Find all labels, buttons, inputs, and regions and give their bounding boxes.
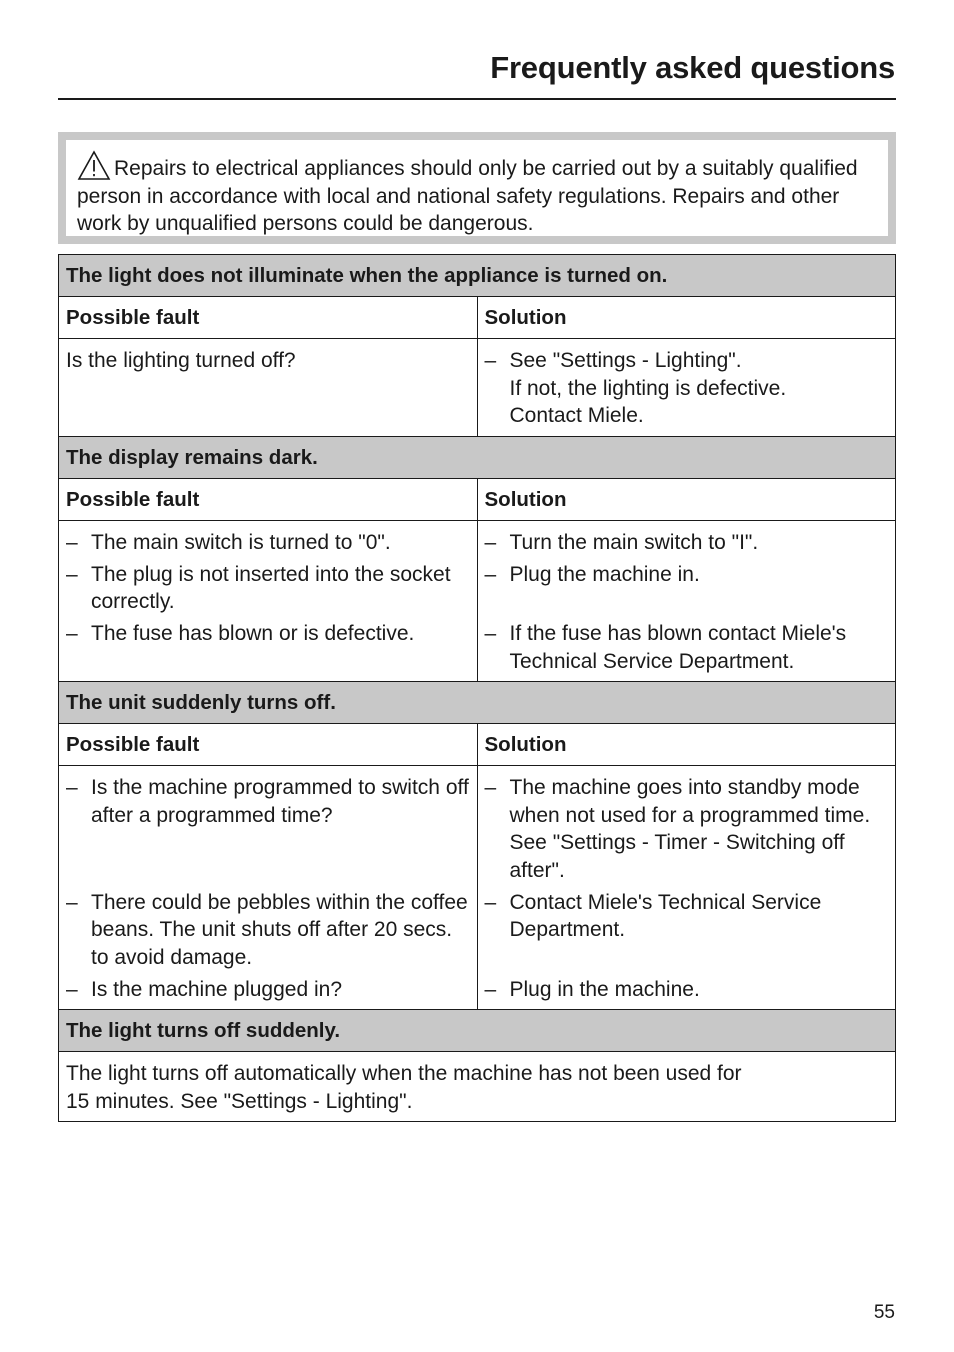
faq-table <box>58 254 896 1122</box>
warning-text: Repairs to electrical appliances should only be carried out by a suitably qualified person in accordance with local and national safety regulations. Repairs and other work by unqualified persons could be dangerous. <box>77 157 858 235</box>
dash-bullet: – <box>66 890 78 914</box>
dash-bullet: – <box>484 530 497 554</box>
dash-bullet: – <box>66 530 78 554</box>
warning-box <box>58 132 896 244</box>
dash-bullet: – <box>66 562 78 586</box>
solution-item <box>485 774 889 884</box>
solution-item <box>485 976 889 1004</box>
fault-item <box>66 529 470 557</box>
fault-item <box>66 976 470 1004</box>
page-number: 55 <box>873 1302 895 1323</box>
solution-text: See "Settings - Lighting". <box>509 349 742 372</box>
section-heading: The light turns off suddenly. <box>59 1010 896 1052</box>
table-row <box>59 339 896 437</box>
solution-text: If the fuse has blown contact Miele's Technical Service Department. <box>509 622 847 673</box>
section-heading-row <box>59 436 896 478</box>
title-rule <box>58 98 896 100</box>
fault-item <box>66 774 470 829</box>
dash-bullet: – <box>484 890 497 914</box>
dash-bullet: – <box>484 776 497 799</box>
solution-item <box>485 889 889 944</box>
col-header-solution: Solution <box>477 478 896 520</box>
fault-text: The main switch is turned to "0". <box>91 530 391 554</box>
dash-bullet: – <box>66 622 78 645</box>
page-title: Frequently asked questions <box>490 50 895 85</box>
fault-text: The fuse has blown or is defective. <box>91 622 415 645</box>
dash-bullet: – <box>484 562 497 586</box>
section-heading-row <box>59 255 896 297</box>
solution-cell <box>477 520 896 682</box>
section-heading: The unit suddenly turns off. <box>59 682 896 724</box>
dash-bullet: – <box>484 622 497 645</box>
warning-triangle-icon <box>77 150 111 181</box>
fault-cell <box>59 520 478 682</box>
solution-text: Plug the machine in. <box>509 562 700 586</box>
fault-text: Is the machine programmed to switch off after a programmed time? <box>91 776 469 827</box>
table-row <box>59 520 896 682</box>
fault-cell <box>59 339 478 437</box>
column-header-row <box>59 478 896 520</box>
info-text: The light turns off automatically when the machine has not been used for <box>66 1062 742 1085</box>
fault-item <box>66 889 470 972</box>
section-heading-row <box>59 1010 896 1052</box>
col-header-solution: Solution <box>477 724 896 766</box>
fault-text: Is the lighting turned off? <box>66 349 296 372</box>
fault-cell <box>59 766 478 1010</box>
col-header-solution: Solution <box>477 297 896 339</box>
table-row <box>59 1052 896 1122</box>
warning-content <box>66 140 888 236</box>
solution-item <box>485 620 889 675</box>
fault-text: The plug is not inserted into the socket correctly. <box>91 562 451 613</box>
solution-item <box>485 561 889 589</box>
fault-item <box>66 561 470 616</box>
col-header-fault: Possible fault <box>59 724 478 766</box>
section-heading-row <box>59 682 896 724</box>
solution-text: The machine goes into standby mode when not used for a programmed time. See "Settings - Timer - Switching off after". <box>509 776 871 882</box>
solution-text: Turn the main switch to "I". <box>509 530 759 554</box>
column-header-row <box>59 297 896 339</box>
dash-bullet: – <box>66 977 78 1001</box>
fault-text: There could be pebbles within the coffee beans. The unit shuts off after 20 secs. to avoid damage. <box>91 890 468 969</box>
fault-text: Is the machine plugged in? <box>91 977 343 1001</box>
fault-item <box>66 620 470 648</box>
solution-item <box>485 347 889 430</box>
solution-text: Contact Miele's Technical Service Department. <box>509 890 822 941</box>
solution-cell <box>477 339 896 437</box>
section-heading: The light does not illuminate when the appliance is turned on. <box>59 255 896 297</box>
table-row <box>59 766 896 1010</box>
section-heading: The display remains dark. <box>59 436 896 478</box>
info-text: 15 minutes. See "Settings - Lighting". <box>66 1089 413 1113</box>
solution-text: If not, the lighting is defective. <box>509 376 787 400</box>
col-header-fault: Possible fault <box>59 478 478 520</box>
col-header-fault: Possible fault <box>59 297 478 339</box>
solution-item <box>485 529 889 557</box>
solution-text: Contact Miele. <box>509 404 644 427</box>
info-cell <box>59 1052 896 1122</box>
solution-cell <box>477 766 896 1010</box>
solution-text: Plug in the machine. <box>509 977 700 1001</box>
column-header-row <box>59 724 896 766</box>
dash-bullet: – <box>484 349 497 372</box>
dash-bullet: – <box>484 977 497 1001</box>
dash-bullet: – <box>66 776 78 799</box>
